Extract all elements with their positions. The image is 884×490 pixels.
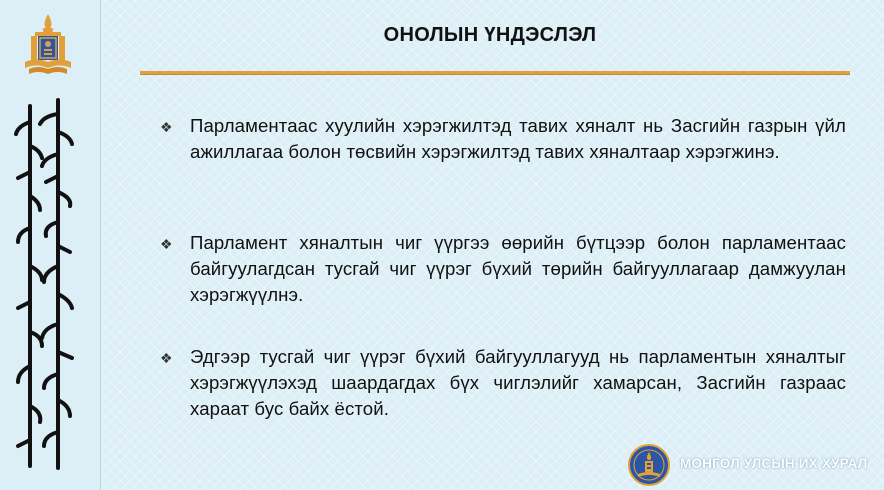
- bullet-item: [160, 230, 846, 308]
- bullet-item: [160, 113, 846, 165]
- bullet-item: [160, 344, 846, 422]
- slide-title: ОНОЛЫН ҮНДЭСЛЭЛ: [383, 24, 597, 46]
- sidebar: [0, 0, 101, 490]
- title-divider: [140, 71, 850, 74]
- parliament-seal-icon: [628, 444, 670, 486]
- bullet-text: Парламентаас хуулийн хэрэгжилтэд тавих хяналт нь Засгийн газрын үйл ажиллагаа болон төсвийн хэрэгжилтэд тавих хяналтаар хэрэгжинэ.: [190, 115, 846, 162]
- footer-org-name: МОНГОЛ УЛСЫН ИХ ХУРАЛ: [680, 456, 868, 471]
- bullet-text: Эдгээр тусгай чиг үүрэг бүхий байгууллагууд нь парламентын хяналтыг хэрэгжүүлэхэд шаардагдах бүх чиглэлийг хамарсан, Засгийн газраас хараат бус байх ёстой.: [190, 346, 846, 419]
- diamond-bullet-icon: ❖: [160, 119, 173, 135]
- state-emblem-icon: [21, 12, 75, 78]
- bullet-text: Парламент хяналтын чиг үүргээ өөрийн бүтцээр болон парламентаас байгуулагдсан тусгай чиг үүрэг бүхий төрийн байгууллагаар дамжуулан хэрэгжүүлнэ.: [190, 232, 846, 305]
- diamond-bullet-icon: ❖: [160, 236, 173, 252]
- mongolian-script-vertical-icon: [0, 96, 100, 476]
- diamond-bullet-icon: ❖: [160, 350, 173, 366]
